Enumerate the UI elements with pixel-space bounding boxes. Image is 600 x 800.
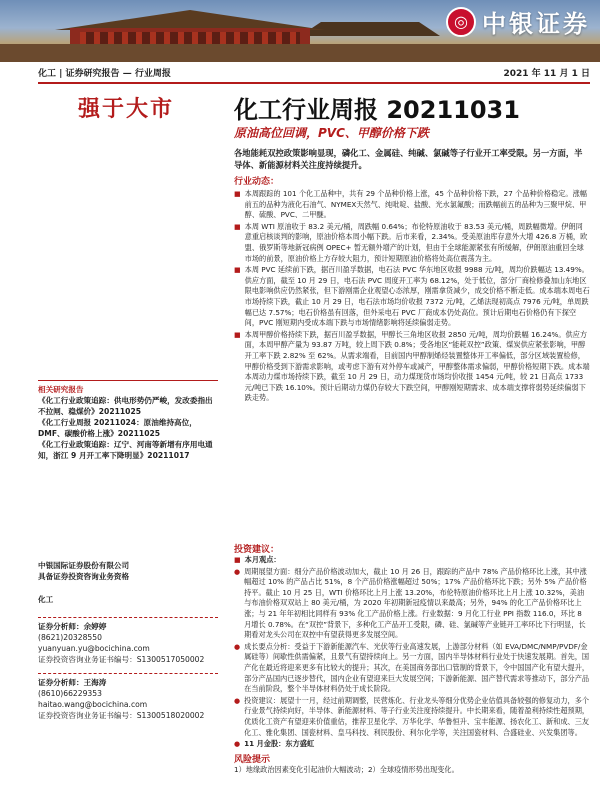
list-item: ● 周期展望方面：细分产品价格波动加大，截止 10 月 26 日，跟踪的产品中 78% 产品价格环比上涨，其中涨幅超过 10% 的产品占比 51%，8 个产品价格涨幅超过 50%；17% 产品价格环比下跌；另外 5% 产品价格持平。截止 10 月 25 日，WTI 价格环比上月上涨 13.20%，布伦特原油价格环比上月上涨 10.32%，美油与布油价格双双站上 80 美元/桶，为 2020 年初期新冠疫情以来最高；另外，94% 的化工产品价格环比上涨；与 21 年年初相比同样有 93% 化工产品价格上涨。行业数据：9 月化工行业 PPI 指数 116.0，环比 8 月增长 0.78%。在“双控”背景下，多种化工产品开工受限，磷、硅、氯碱等产业链开工率环比下行明显，长期看对龙头公司在双控中有望获得更多发展空间。 bbox=[234, 566, 587, 640]
banner-roof bbox=[40, 10, 340, 30]
analyst-name-line: 证券分析师：余婷婷 bbox=[38, 622, 107, 631]
analyst-email[interactable]: yuanyuan.yu@bocichina.com bbox=[38, 644, 150, 653]
bullet-icon: ● bbox=[234, 740, 241, 749]
bullet-icon: ■ bbox=[234, 190, 241, 198]
list-item: ■ 本月观点： bbox=[234, 555, 281, 564]
risk-text: 1）地缘政治因素变化引起油价大幅波动；2）全球疫情形势出现变化。 bbox=[234, 764, 459, 774]
industry-bullets bbox=[234, 189, 590, 404]
investment-heading: 投资建议： bbox=[234, 545, 280, 555]
related-heading: 相关研究报告 bbox=[38, 385, 84, 394]
related-reports bbox=[38, 380, 218, 461]
investment-body bbox=[234, 555, 590, 750]
analyst-phone: (8610)66229353 bbox=[38, 689, 102, 698]
analyst-email[interactable]: haitao.wang@bocichina.com bbox=[38, 700, 148, 709]
list-item: ■ 本周跟踪的 101 个化工品种中，共有 29 个品种价格上涨，45 个品种价格下跌，27 个品种价格稳定。涨幅前五的品种为液化石油气、NYMEX天然气、纯吡啶、盐酸、光水氯氟酸；而跌幅前五的品种为三聚甲烷、甲醇、硫酸、PVC、二甲醚。 bbox=[234, 189, 587, 220]
lead-summary: 各地能耗双控政策影响显现，磷化工、金属硅、纯碱、氯碱等子行业开工率受限。另一方面，半导体、新能源材料关注度持续提升。 bbox=[234, 148, 583, 170]
divider bbox=[38, 673, 218, 674]
investment-section bbox=[234, 542, 590, 775]
header-banner bbox=[0, 0, 600, 62]
company-info bbox=[38, 560, 218, 605]
related-item[interactable]: 《化工行业政策追踪：供电形势仍严峻，发改委指出不拉闸、稳煤价》20211025 bbox=[38, 396, 213, 416]
industry-heading: 行业动态： bbox=[234, 177, 280, 187]
analyst-cert: 证券投资咨询业务证书编号：S1300518020002 bbox=[38, 711, 205, 720]
gold-stock-label: 11 月金股： bbox=[244, 739, 286, 749]
list-item: ■ 本周 WTI 原油收于 83.2 美元/桶，周跌幅 0.64%；布伦特原油收于 83.53 美元/桶，周跌幅微增。伊朗同意重启核谈判的影响，原油价格本周小幅下跌。后市来看，2.34%。受美原油库存意外大增 426.8 万桶，欧盟、俄罗斯等地新冠病例 OPEC+ 暂无额外增产的计划，但由于全球能源紧张有所缓解，伊朗原油重回全球市场的前景，原油价格上方存较大阻力，预计短期原油价格将处高位震荡为主。 bbox=[234, 221, 588, 263]
industry-section bbox=[234, 174, 590, 405]
related-item[interactable]: 《化工行业周报 20211024：原油维持高位，DMF、碳酸价格上涨》20211025 bbox=[38, 418, 197, 438]
list-item: ● 投资建议：展望十一月，经过前期调整，民营炼化、行业龙头等细分优势企业估值具备较强的修复动力，多个行业景气持续向好，半导体、新能源材料、等子行业关注度持续提升。中长期来看，随着盈利持续性超预期，优质化工资产有望迎来价值重估，推荐卫星化学、万华化学、华鲁恒升、宝丰能源、扬农化工、新和成、三友化工、雅化集团、国瓷材料、皇马科技、利民股份、利尔化学等，关注国瓷材料、合盛硅业、兴发集团等。 bbox=[234, 695, 590, 737]
bullet-icon: ● bbox=[234, 696, 241, 705]
report-header bbox=[38, 66, 590, 82]
qualification: 具备证券投资咨询业务资格 bbox=[38, 572, 130, 581]
report-date: 2021 年 11 月 1 日 bbox=[503, 69, 590, 79]
bullet-icon: ■ bbox=[234, 222, 241, 231]
analyst-name-line: 证券分析师：王海涛 bbox=[38, 678, 107, 687]
boc-logo-icon: ◎ bbox=[446, 7, 476, 37]
list-item: ■ 本周 PVC 延续前下跌，据百川盈孚数据，电石法 PVC 华东地区收报 9988 元/吨，周均价跌幅达 13.49%。供应方面，截至 10 月 29 日，电石法 PVC 周度开工率为 68.12%，处于低位，部分厂商检修叠加山东地区限电影响供应仍然紧张，但下游刚需企业观望心态浓厚，刚需拿货减少，成交价格不断走低。成本端本周电石市场持续下跌，截止 10 月 29 日，电石法市场均价收报 7372 元/吨，乙烯法现初高点 7976 元/吨，单周跌幅已达 7.57%；电石价格虽有回落，但外采电石 PVC 厂商成本仍处高位。预计后期电石价格仍有下探空间，PVC 刚短期内受成本端下跌与市场情绪影响将延续偏弱走势。 bbox=[234, 265, 590, 328]
analyst-phone: (8621)20328550 bbox=[38, 633, 102, 642]
analyst-cert: 证券投资咨询业务证书编号：S1300517050002 bbox=[38, 655, 205, 664]
risk-heading: 风险提示 bbox=[234, 754, 271, 765]
header-divider bbox=[38, 82, 590, 84]
brand-logo bbox=[446, 4, 590, 39]
list-item: ■ 本周甲醇价格持续下跌，据百川盈孚数据，甲醇长三角地区收报 2850 元/吨，周均价跌幅 16.24%。供应方面，本周甲醇产量为 93.87 万吨，较上周下跌 0.8%；受各地区“能耗双控”政策、煤炭供应紧张影响，甲醇开工率下跌 2.82% 至 62%。从需求端看，目前国内甲醇制烯烃装置整体开工率偏低，部分区域装置检修，甲醇价格受到下游需求影响，或考虑下游有对外停车或减产，甲醇整体需求偏弱，甲醇价格短期下跌。成本端本周动力煤市场持续下跌，截至 10 月 29 日，动力煤现货市场均价收报 1454 元/吨，较 21 日高点 1733 元/吨已下跌 16.10%。预计后期动力煤仍存较大下跌空间，甲醇刚短期需求、成本端支撑将弱势延续偏弱下跌走势。 bbox=[234, 329, 590, 403]
list-item: ● 成长要点分析：受益于下游新能源汽车、光伏等行业高速发展，上游部分材料（如 EVA/DMC/NMP/PVDF/金属硅等）间歇性供需偏紧，且景气有望持续向上。另一方面，国内半导体材料行业处于快速发展期。首先，国产化在最近将迎来更多有比较大的提升；其次，在美国商务部出口管制的背景下，令中国国产化有望大提升，部分产品国内已逐步替代，国内企业有望迎来巨大发展空间；下游新能源、国产替代需求等推动下，部分产品在当前阶段，整个半导体材料仍处于成长阶段。 bbox=[234, 641, 590, 694]
gold-stock-value: 东方盛虹 bbox=[285, 739, 315, 749]
divider bbox=[38, 617, 218, 618]
related-item[interactable]: 《化工行业政策追踪：辽宁、河南等新增有序用电通知，浙江 9 月开工率下降明显》20211017 bbox=[38, 440, 213, 460]
bullet-icon: ● bbox=[234, 642, 241, 651]
bullet-icon: ■ bbox=[234, 330, 241, 339]
rating-label: 强于大市 bbox=[78, 97, 175, 122]
list-item bbox=[234, 739, 590, 750]
banner-ground bbox=[0, 44, 600, 62]
company-name: 中银国际证券股份有限公司 bbox=[38, 561, 130, 570]
report-category: 化工 | 证券研究报告 — 行业周报 bbox=[38, 69, 171, 79]
page-title: 化工行业周报 20211031 bbox=[234, 96, 520, 124]
bullet-icon: ● bbox=[234, 567, 241, 576]
banner-roof-secondary bbox=[300, 22, 440, 36]
bullet-icon: ■ bbox=[234, 556, 241, 564]
analyst-card bbox=[38, 614, 218, 721]
sector-label: 化工 bbox=[38, 595, 54, 604]
page-subtitle: 原油高位回调，PVC、甲醇价格下跌 bbox=[234, 126, 429, 140]
bullet-icon: ■ bbox=[234, 266, 241, 275]
brand-name: 中银证券 bbox=[482, 10, 590, 38]
